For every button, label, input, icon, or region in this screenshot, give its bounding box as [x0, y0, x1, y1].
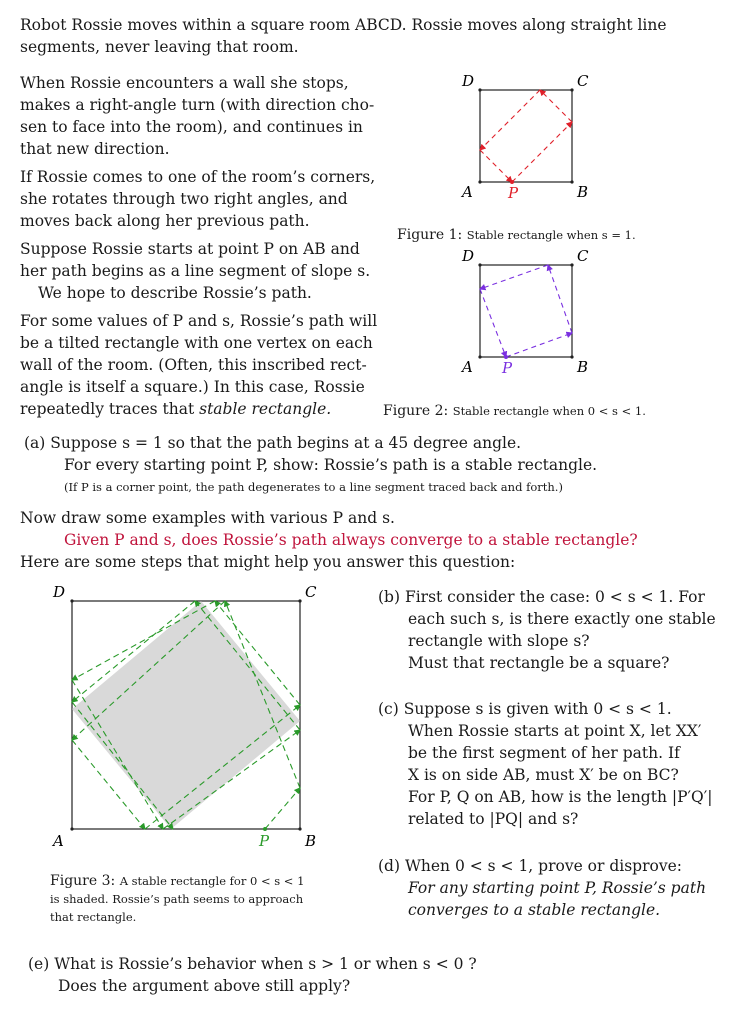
rules-p4-l3: wall of the room. (Often, this inscribed rect- [20, 356, 367, 374]
fig1-caption-body: Stable rectangle when s = 1. [466, 228, 636, 242]
part-c-l2: When Rossie starts at point X, let XX′ [408, 722, 702, 740]
rules-p3-l2: her path begins as a line segment of slope s. [20, 262, 371, 280]
intro-line-1: Robot Rossie moves within a square room ABCD. Rossie moves along straight line [20, 16, 667, 34]
fig2-label-a: A [462, 358, 473, 375]
fig2-caption-label: Figure 2: [383, 403, 449, 419]
part-d-l2: For any starting point P, Rossie’s path [408, 879, 707, 897]
rules-p4-l4: angle is itself a square.) In this case, Rossie [20, 378, 365, 396]
rules-p4-l5-plain: repeatedly traces that [20, 400, 200, 418]
fig2-caption-body: Stable rectangle when 0 < s < 1. [452, 404, 646, 418]
part-d-l3: converges to a stable rectangle. [408, 901, 661, 919]
rules-p1-l3: sen to face into the room), and continues in [20, 118, 363, 136]
part-e-l1: (e) What is Rossie’s behavior when s > 1 or when s < 0 ? [28, 955, 477, 973]
fig1-label-a: A [462, 183, 473, 200]
middle-line-1: Now draw some examples with various P and s. [20, 509, 395, 527]
rules-p4-l1: For some values of P and s, Rossie’s path will [20, 312, 378, 330]
part-c-l4: X is on side AB, must X′ be on BC? [408, 766, 679, 784]
fig1-label-b: B [577, 183, 589, 200]
fig3-caption-label: Figure 3: [50, 873, 116, 889]
fig3-label-d: D [53, 583, 66, 601]
fig2-room [480, 265, 572, 357]
part-c-l6: related to |PQ| and s? [408, 810, 579, 828]
figure-3-caption [50, 872, 350, 926]
middle-question: Given P and s, does Rossie’s path always converge to a stable rectangle? [64, 531, 638, 549]
rules-p2-l1: If Rossie comes to one of the room’s corners, [20, 168, 376, 186]
rules-p2-l2: she rotates through two right angles, and [20, 190, 348, 208]
fig1-label-p: P [508, 184, 519, 200]
figure-3 [45, 580, 345, 850]
fig3-caption-l3: that rectangle. [50, 910, 137, 924]
part-b-l4: Must that rectangle be a square? [408, 654, 670, 672]
fig2-label-b: B [577, 358, 589, 375]
fig2-path [480, 265, 572, 357]
fig3-caption-l1: A stable rectangle for 0 < s < 1 [119, 874, 305, 888]
part-b-l2: each such s, is there exactly one stable [408, 610, 716, 628]
fig3-label-b: B [305, 832, 317, 850]
fig3-label-a: A [53, 832, 64, 850]
part-c-l1: (c) Suppose s is given with 0 < s < 1. [378, 700, 672, 718]
part-a-line-2: For every starting point P, show: Rossie’s path is a stable rectangle. [64, 456, 598, 474]
part-b-l3: rectangle with slope s? [408, 632, 590, 650]
middle-line-3: Here are some steps that might help you answer this question: [20, 553, 516, 571]
fig3-label-c: C [305, 583, 317, 601]
rules-p3-l3: We hope to describe Rossie’s path. [38, 284, 312, 302]
rules-p1-l4: that new direction. [20, 140, 170, 158]
part-a-line-1: (a) Suppose s = 1 so that the path begins at a 45 degree angle. [24, 434, 522, 452]
part-c-l5: For P, Q on AB, how is the length |P′Q′| [408, 788, 713, 806]
fig2-label-p: P [502, 359, 513, 375]
part-d-l1: (d) When 0 < s < 1, prove or disprove: [378, 857, 682, 875]
rules-p1-l2: makes a right-angle turn (with direction cho- [20, 96, 375, 114]
part-b-l1: (b) First consider the case: 0 < s < 1. For [378, 588, 705, 606]
fig1-label-c: C [577, 72, 589, 90]
rules-p4-l5-italic: stable rectangle. [199, 400, 332, 418]
fig3-stable-rectangle [72, 601, 300, 829]
rules-p3-l1: Suppose Rossie starts at point P on AB and [20, 240, 360, 258]
part-e-l2: Does the argument above still apply? [58, 977, 351, 995]
fig2-label-d: D [462, 247, 475, 265]
rules-p2-l3: moves back along her previous path. [20, 212, 310, 230]
fig3-caption-l2: is shaded. Rossie’s path seems to approach [50, 892, 304, 906]
rules-p4-l2: be a tilted rectangle with one vertex on each [20, 334, 373, 352]
part-c-l3: be the first segment of her path. If [408, 744, 680, 762]
fig2-label-c: C [577, 247, 589, 265]
fig3-label-p: P [259, 832, 270, 850]
figure-2 [440, 245, 640, 375]
part-a-note: (If P is a corner point, the path degenerates to a line segment traced back and forth.) [64, 480, 563, 494]
intro-line-2: segments, never leaving that room. [20, 38, 299, 56]
rules-p4-l5 [20, 398, 331, 420]
rules-p1-l1: When Rossie encounters a wall she stops, [20, 74, 349, 92]
fig1-path [480, 90, 572, 182]
figure-1-caption [397, 226, 636, 244]
figure-2-caption [383, 402, 646, 420]
fig1-caption-label: Figure 1: [397, 227, 463, 243]
fig1-label-d: D [462, 72, 475, 90]
figure-1 [440, 70, 640, 200]
